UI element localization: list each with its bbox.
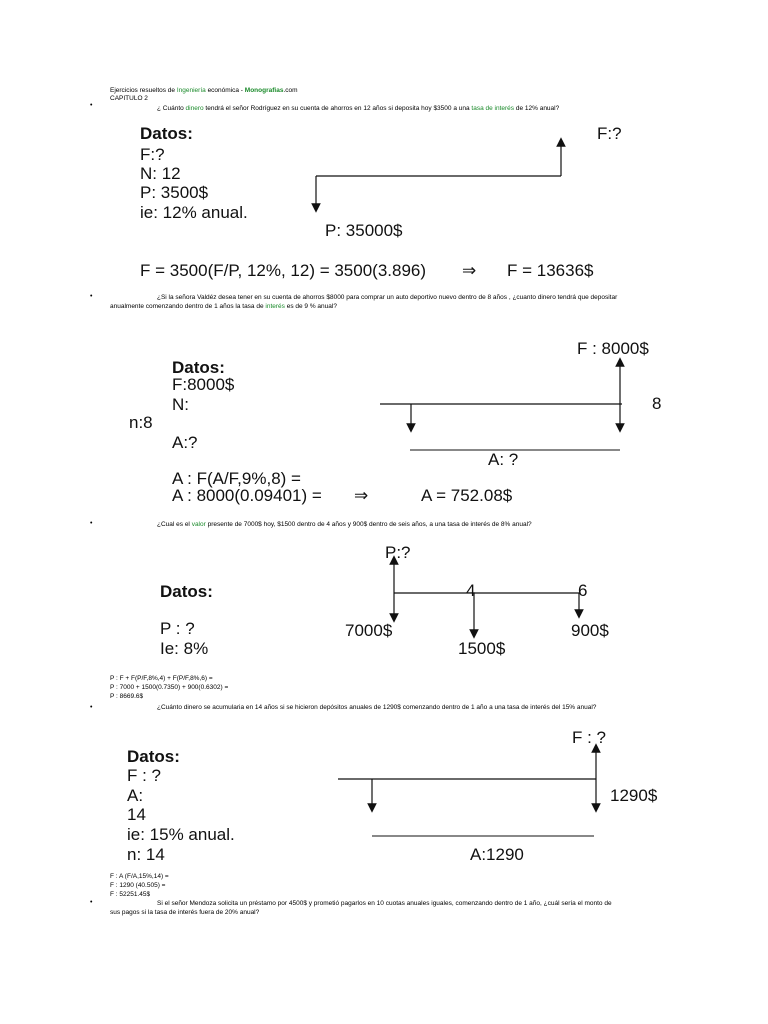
diag3-four: 4 [466,581,476,600]
bullet-3: • [90,520,93,527]
calc-4-line1: F : A (F/A,15%,14) = [110,873,169,880]
datos-3-p: P : ? [160,619,195,638]
calc-4-line3: F : 52251.45$ [110,891,151,898]
link-monografias[interactable]: Monografias [244,87,284,94]
question-4: ¿Cuánto dinero se acumularia en 14 años si se hicieron depósitos anuales de 1290$ comenzando dentro de 1 año a una tasa de interés del 15% anual? [157,704,597,711]
implies-2: ⇒ [354,486,369,505]
calc-3-line3: P : 8669.6$ [110,693,144,700]
q2-text-a: anualmente comenzando dentro de 1 años la tasa de [110,303,266,310]
header-prefix: Ejercicios resueltos de [110,87,177,94]
datos-4-f: F : ? [127,766,162,785]
diag4-1290: 1290$ [610,786,658,805]
datos-title-4: Datos: [127,747,180,766]
implies-1: ⇒ [462,261,477,280]
calc-3-line1: P : F + F(P/F,8%,4) + F(P/F,8%,6) = [110,675,213,682]
datos-2-a: A:? [172,433,198,452]
datos-2-f: F:8000$ [172,375,235,394]
link-ingenieria[interactable]: Ingeniería [176,87,206,94]
bullet-5: • [90,899,93,906]
question-2-line1: ¿Si la señora Valdéz desea tener en su cuenta de ahorros $8000 para comprar un auto deportivo nuevo dentro de 8 años , ¿cuanto dinero tendrá que depositar [157,294,618,301]
q1-text-b: tendrá el señor Rodríguez en su cuenta de ahorros en 12 años si deposita hoy $3500 a una [203,105,472,112]
diag2-eight: 8 [652,394,662,413]
question-2-line2 [110,303,337,311]
calc-3-line2: P : 7000 + 1500(0.7350) + 900(0.6302) = [110,684,229,691]
bullet-1: • [90,102,93,109]
datos-1-f: F:? [140,145,165,164]
datos-2-n: N: [172,395,189,414]
question-5-line1: Si el señor Mendoza solicita un préstamo por 4500$ y prometió pagarlos en 10 cuotas anuales iguales, comenzando dentro de 1 año, ¿cuál sería el monto de [157,900,612,907]
q3-text-b: presente de 7000$ hoy, $1500 dentro de 4 años y 900$ dentro de seis años, a una tasa de interés de 8% anual? [205,521,532,528]
diagram-1 [316,142,561,208]
question-1 [157,105,559,113]
question-3 [157,521,532,529]
calc-4-line2: F : 1290 (40.505) = [110,882,166,889]
datos-4-14: 14 [127,805,146,824]
q3-text-a: ¿Cual es el [157,521,192,528]
link-dinero[interactable]: dinero [185,105,204,112]
formula-2b: A : 8000(0.09401) = [172,486,322,505]
chapter-label: CAPITULO 2 [110,95,148,102]
datos-1-ie: ie: 12% anual. [140,203,248,222]
datos-4-n: n: 14 [127,845,165,864]
diagram-4 [338,748,596,836]
diag1-f-label: F:? [597,124,622,143]
diag2-a-label: A: ? [488,450,519,469]
q1-text-c: de 12% anual? [514,105,560,112]
datos-4-ie: ie: 15% anual. [127,825,235,844]
header-mid: económica - [205,87,245,94]
header-suffix: .com [283,87,298,94]
datos-title-2: Datos: [172,358,225,377]
formula-2a: A : F(A/F,9%,8) = [172,469,301,488]
datos-2-n-value: n:8 [129,413,153,432]
diag4-f-label: F : ? [572,728,607,747]
result-1: F = 13636$ [507,261,594,280]
datos-1-n: N: 12 [140,164,181,183]
bullet-4: • [90,704,93,711]
diagram-2 [380,362,622,450]
diag3-900: 900$ [571,621,609,640]
diag3-six: 6 [578,581,588,600]
diag4-a-label: A:1290 [470,845,524,864]
link-valor[interactable]: valor [191,521,206,528]
link-interes[interactable]: interés [265,303,285,310]
link-tasa-de-interes[interactable]: tasa de interés [471,105,515,112]
diag2-f-label: F : 8000$ [577,339,649,358]
datos-title-3: Datos: [160,582,213,601]
datos-1-p: P: 3500$ [140,183,209,202]
datos-4-a: A: [127,786,144,805]
result-2: A = 752.08$ [421,486,513,505]
diag3-1500: 1500$ [458,639,506,658]
q2-text-b: es de 9 % anual? [284,303,337,310]
question-5-line2: sus pagos si la tasa de interés fuera de 20% anual? [110,909,260,916]
diag3-p-label: P:? [385,543,411,562]
q1-text-a: ¿ Cuánto [157,105,186,112]
datos-3-ie: Ie: 8% [160,639,209,658]
doc-header [110,87,298,95]
diagram-3 [394,560,580,634]
bullet-2: • [90,293,93,300]
diag1-p-label: P: 35000$ [325,221,403,240]
diag3-7000: 7000$ [345,621,393,640]
datos-title-1: Datos: [140,124,193,143]
formula-1: F = 3500(F/P, 12%, 12) = 3500(3.896) [140,261,427,280]
